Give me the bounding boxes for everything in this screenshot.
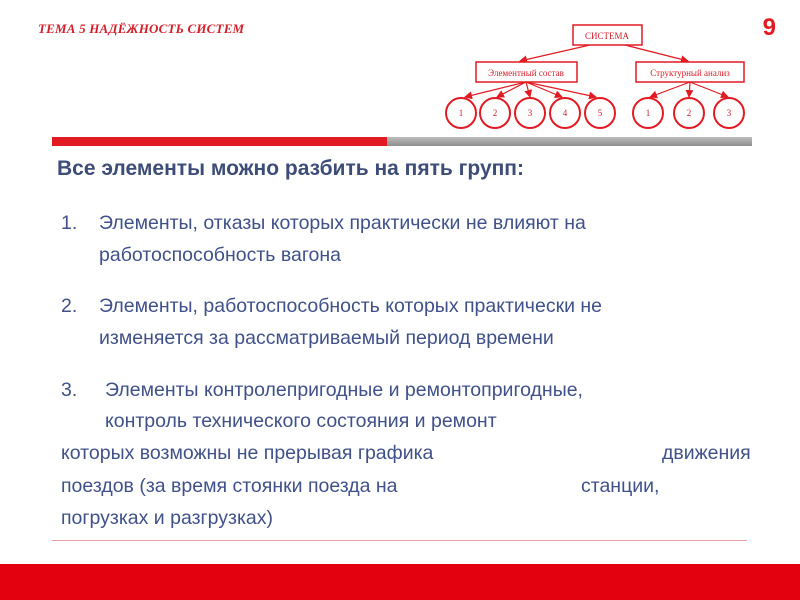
item-3-line-3a: которых возможны не прерывая графика [61, 442, 434, 464]
item-3-line-4a: поездов (за время стоянки поезда на [61, 475, 398, 497]
item-2-line-2: изменяется за рассматриваемый период времени [99, 327, 554, 349]
svg-text:5: 5 [597, 108, 603, 118]
footer-bar [0, 564, 800, 600]
item-2-line-1: Элементы, работоспособность которых практически не [99, 295, 603, 317]
item-3-line-2: контроль технического состояния и ремонт [105, 410, 497, 432]
item-1-number: 1. [61, 212, 78, 234]
item-1-line-2: работоспособность вагона [99, 244, 341, 266]
svg-text:3: 3 [527, 108, 533, 118]
item-3-line-3b: движения [662, 442, 751, 464]
item-3-line-1: Элементы контролепригодные и ремонтопригодные, [105, 379, 583, 401]
svg-text:2: 2 [686, 108, 692, 118]
diagram-right-branch-label: Структурный анализ [650, 68, 730, 78]
slide-heading: Все элементы можно разбить на пять групп: [57, 157, 524, 180]
item-3-number: 3. [61, 379, 78, 401]
svg-text:1: 1 [458, 108, 464, 118]
page-number: 9 [762, 14, 776, 41]
item-2-number: 2. [61, 295, 78, 317]
svg-text:4: 4 [562, 108, 568, 118]
bottom-divider [52, 540, 747, 541]
item-3-line-4b: станции, [581, 475, 660, 497]
item-1-line-1: Элементы, отказы которых практически не влияют на [99, 212, 586, 234]
svg-text:1: 1 [645, 108, 651, 118]
topic-title: ТЕМА 5 НАДЁЖНОСТЬ СИСТЕМ [38, 21, 245, 36]
diagram-root-label: СИСТЕМА [584, 31, 630, 41]
svg-text:3: 3 [726, 108, 732, 118]
group-list [57, 0, 777, 600]
diagram-left-branch-label: Элементный состав [488, 68, 564, 78]
item-3-line-5: погрузках и разгрузках) [61, 507, 274, 529]
svg-text:2: 2 [492, 108, 498, 118]
